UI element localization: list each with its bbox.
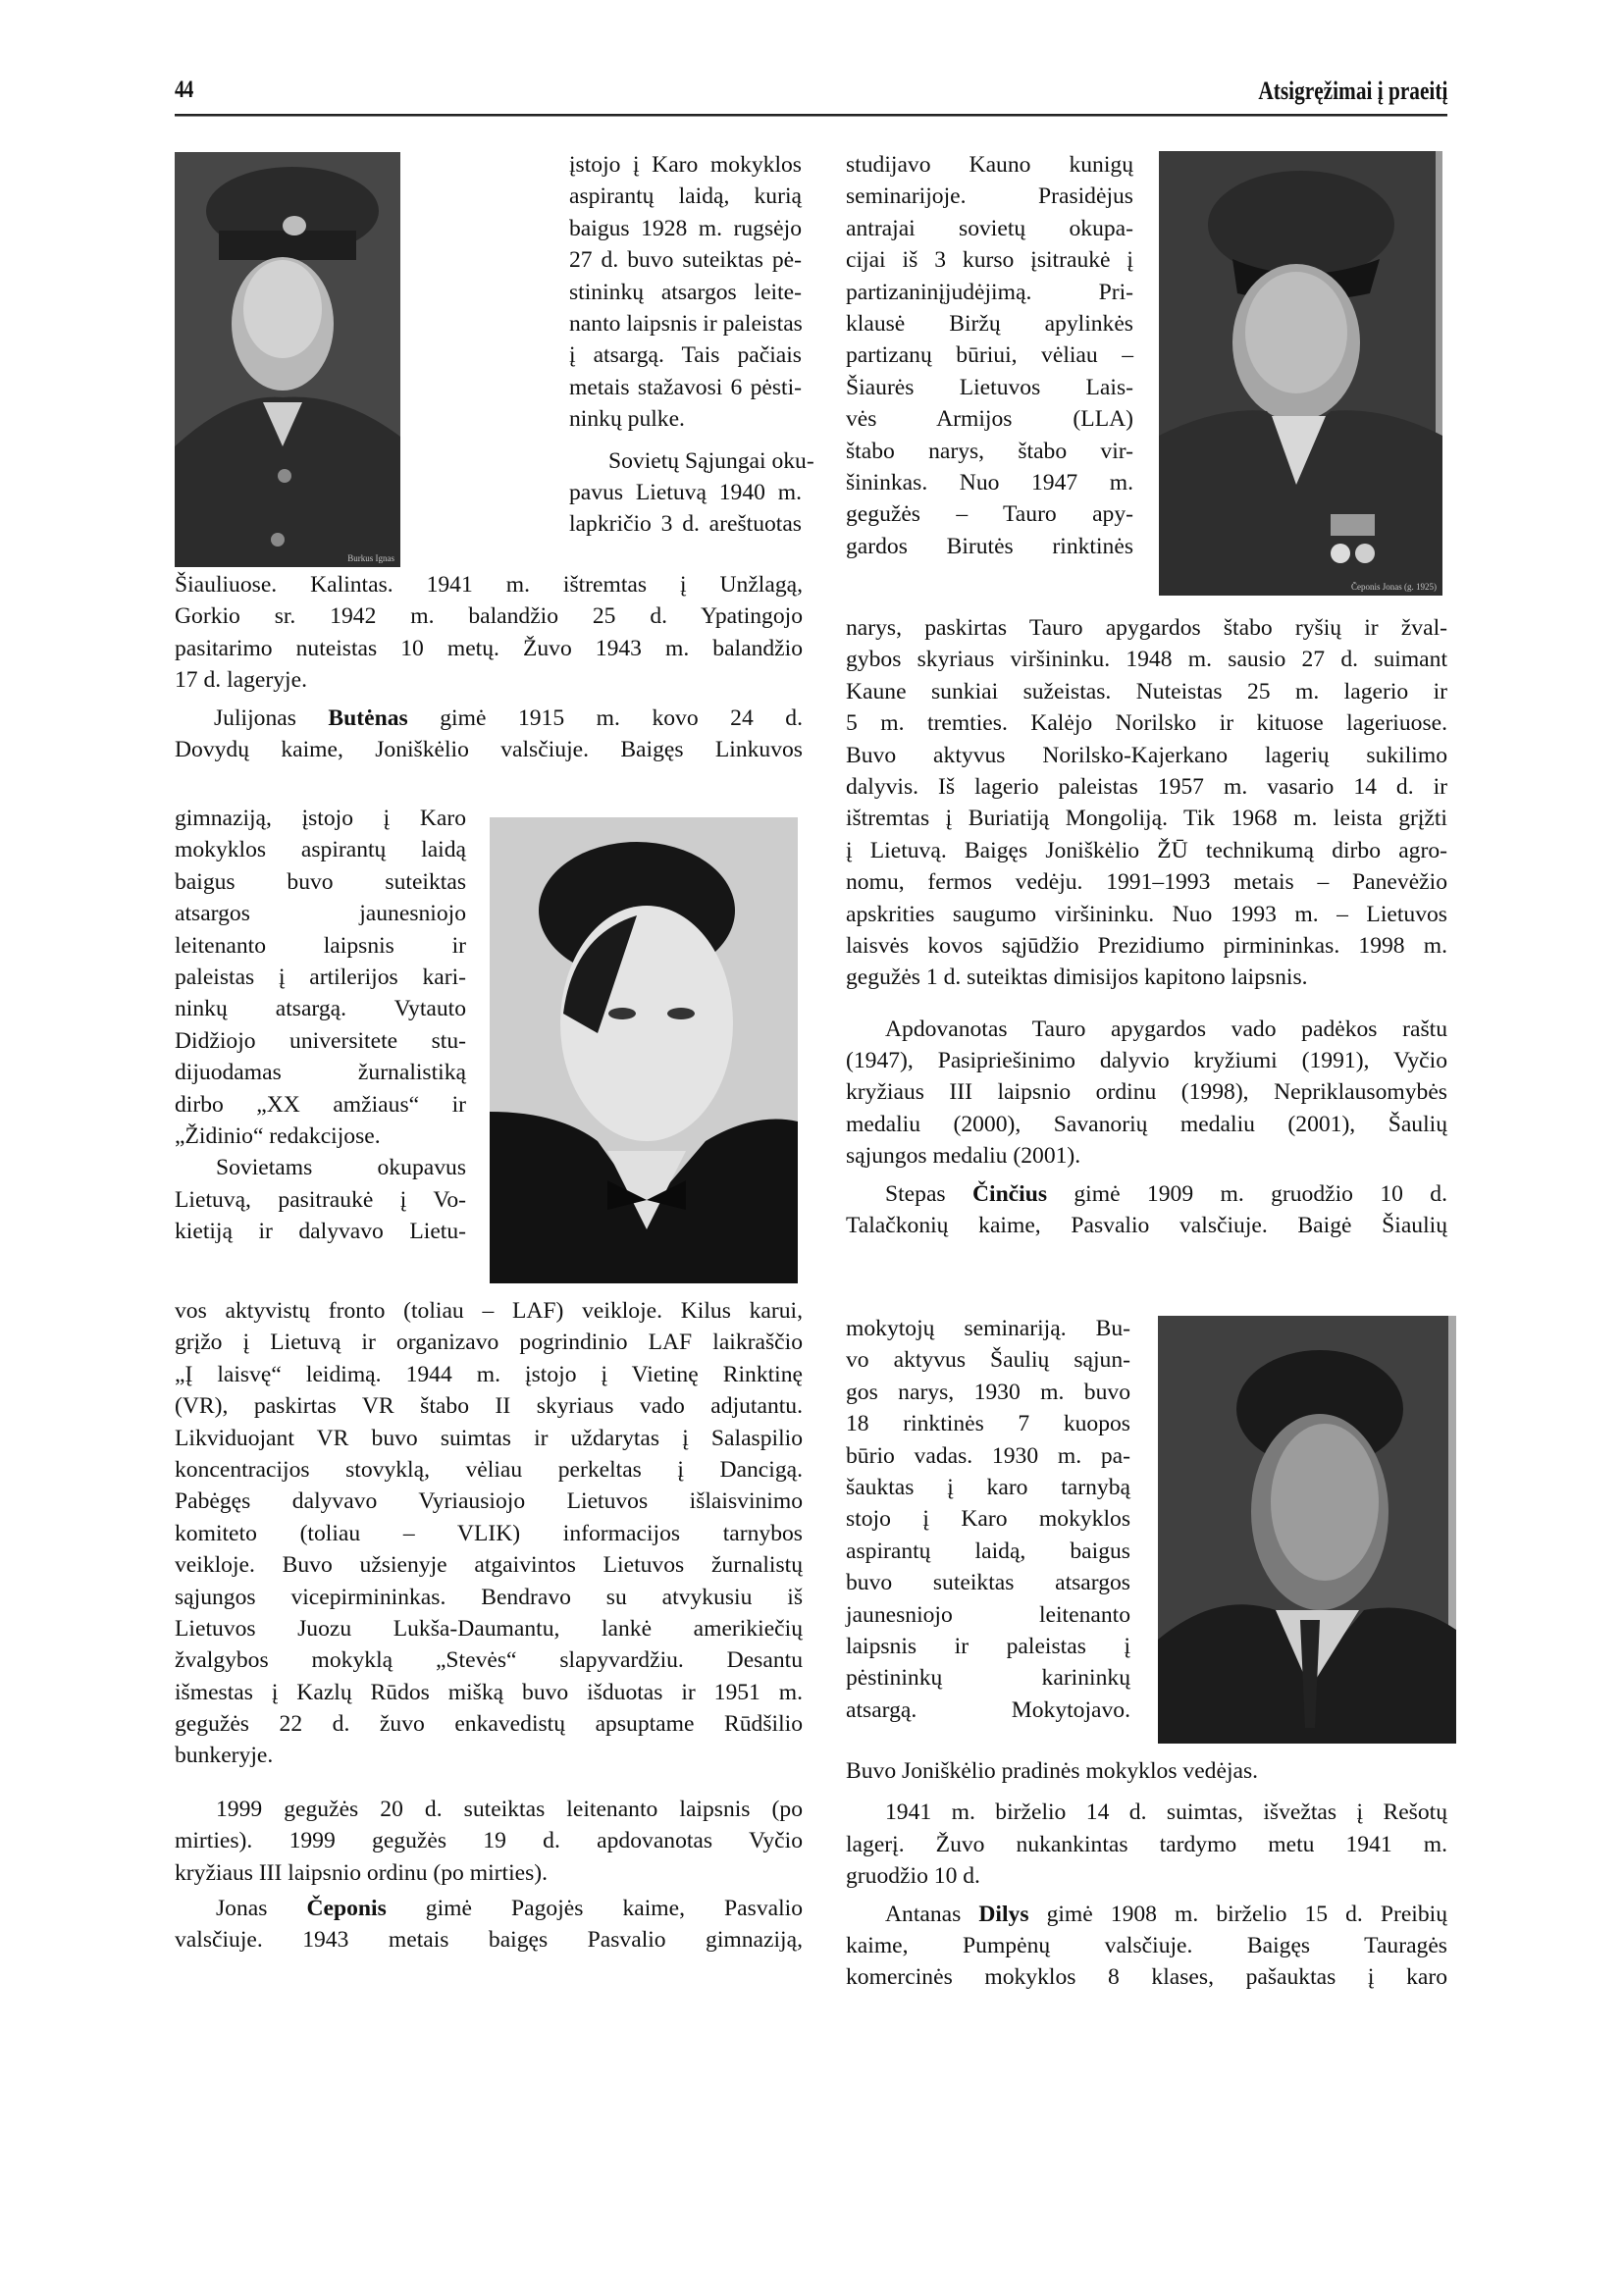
- page-number: 44: [175, 77, 193, 103]
- text-line: stojo į Karo mokyklos: [846, 1506, 1130, 1533]
- right-text-beside-photo3: [846, 149, 1133, 562]
- left-text-full-width-1: [175, 569, 803, 765]
- text-line: „Į laisvę“ leidimą. 1944 m. įstojo į Vietinę Rinktinę: [175, 1361, 803, 1387]
- text-line: metais stažavosi 6 pėsti-: [569, 374, 802, 400]
- text-line: Buvo Joniškėlio pradinės mokyklos vedėjas.: [846, 1758, 1259, 1784]
- text-line: dijuodamas žurnalistiką: [175, 1060, 466, 1086]
- surname: Dilys: [978, 1901, 1029, 1927]
- right-text-full-width-2: [846, 1755, 1447, 1994]
- header-rule: [175, 114, 1447, 117]
- text-line: atsargą. Mokytojavo.: [846, 1696, 1130, 1723]
- photo-caption: Burkus Ignas: [347, 553, 394, 563]
- bio-intro-cincius: [846, 1178, 1447, 1210]
- text-line: Buvo aktyvus Norilsko-Kajerkano lagerių sukilimo: [846, 742, 1447, 768]
- text-line: sąjungos vicepirmininkas. Bendravo su atvykusiu iš: [175, 1584, 803, 1610]
- text-line: Likviduojant VR buvo suimtas ir uždarytas į Salaspilio: [175, 1425, 803, 1451]
- text-line: gegužės – Tauro apy-: [846, 501, 1133, 528]
- text-line: pasitarimo nuteistas 10 metų. Žuvo 1943 m. balandžio: [175, 635, 803, 661]
- text-line: išmestas į Kazlų Rūdos mišką buvo išduotas ir 1951 m.: [175, 1679, 803, 1705]
- text-line: Lietuvą, pasitraukė į Vo-: [175, 1186, 466, 1213]
- text-line: į atsargą. Tais pačiais: [569, 342, 802, 369]
- text-line: partizaninįjudėjimą. Pri-: [846, 279, 1133, 305]
- text-line: koncentracijos stovyklą, vėliau perkeltas į Dancigą.: [175, 1456, 803, 1483]
- text-line: Pabėgęs dalyvavo Vyriausiojo Lietuvos išlaisvinimo: [175, 1488, 803, 1515]
- photo-ceponis: [1159, 151, 1442, 596]
- text-line: Šiauliuose. Kalintas. 1941 m. ištremtas į Unžlagą,: [175, 572, 803, 598]
- text-line: Sovietams okupavus: [216, 1155, 466, 1181]
- text-line: stininkų atsargos leite-: [569, 279, 802, 305]
- text-line: narys, paskirtas Tauro apygardos štabo ryšių ir žval-: [846, 615, 1447, 641]
- text-line: kryžiaus III laipsnio ordinu (1998), Nepriklausomybės: [846, 1079, 1447, 1106]
- text-line: Lietuvos Juozu Lukša-Daumantu, lankė amerikiečių: [175, 1615, 803, 1642]
- text-line: pėstininkų karininkų: [846, 1665, 1130, 1692]
- photo-burkus: [175, 152, 400, 567]
- first-name: Antanas: [885, 1901, 979, 1927]
- text-line: 1999 gegužės 20 d. suteiktas leitenanto laipsnis (po: [216, 1796, 803, 1822]
- text-line: komercinės mokyklos 8 klases, pašauktas į karo: [846, 1964, 1447, 1991]
- text-line: 5 m. tremties. Kalėjo Norilsko ir kituose lageriuose.: [846, 710, 1447, 737]
- text-line: nomu, fermos vedėju. 1991–1993 metais – Panevėžio: [846, 869, 1447, 896]
- text-line: vos aktyvistų fronto (toliau – LAF) veikloje. Kilus karui,: [175, 1298, 803, 1324]
- text-line: dalyvis. Iš lagerio paleistas 1957 m. vasario 14 d. ir: [846, 773, 1447, 800]
- bio-intro-dilys: [846, 1899, 1447, 1930]
- text-line: dirbo „XX amžiaus“ ir: [175, 1091, 466, 1118]
- text-line: (VR), paskirtas VR štabo II skyriaus vado adjutantu.: [175, 1393, 803, 1420]
- text-line: žvalgybos mokyklą „Stevės“ slapyvardžiu. Desantu: [175, 1647, 803, 1674]
- text-line: atsargos jaunesniojo: [175, 901, 466, 927]
- text-line: Talačkonių kaime, Pasvalio valsčiuje. Baigė Šiaulių: [846, 1213, 1447, 1239]
- text-line: Kaune sunkiai sužeistas. Nuteistas 25 m. lagerio ir: [846, 678, 1447, 704]
- text-line: jaunesniojo leitenanto: [846, 1601, 1130, 1628]
- text-line: ninkų atsargą. Vytauto: [175, 996, 466, 1022]
- text-line: Didžiojo universitete stu-: [175, 1027, 466, 1054]
- text-line: veikloje. Buvo užsienyje atgaivintos Lietuvos žurnalistų: [175, 1552, 803, 1579]
- text-line: grįžo į Lietuvą ir organizavo pogrindinio LAF laikraščio: [175, 1330, 803, 1356]
- text-line: lapkričio 3 d. areštuotas: [569, 511, 802, 538]
- running-title: Atsigręžimai į praeitį: [1257, 77, 1447, 105]
- text-line: mirties). 1999 gegužės 19 d. apdovanotas Vyčio: [175, 1828, 803, 1854]
- text-line: kryžiaus III laipsnio ordinu (po mirties).: [175, 1859, 549, 1886]
- portrait-image: [175, 152, 400, 567]
- text-line: klausė Biržų apylinkės: [846, 310, 1133, 337]
- text-line: antrajai sovietų okupa-: [846, 215, 1133, 241]
- text-line: ištremtas į Buriatiją Mongoliją. Tik 1968 m. leista grįžti: [846, 806, 1447, 832]
- first-name: Julijonas: [214, 704, 329, 731]
- text-line: studijavo Kauno kunigų: [846, 152, 1133, 178]
- text-line: gegužės 1 d. suteiktas dimisijos kapitono laipsnis.: [846, 965, 1308, 991]
- text-line: „Židinio“ redakcijose.: [175, 1122, 381, 1149]
- text-line: sąjungos medaliu (2001).: [846, 1143, 1081, 1170]
- text-line: kietiją ir dalyvavo Lietu-: [175, 1219, 466, 1245]
- text-line: 18 rinktinės 7 kuopos: [846, 1411, 1130, 1437]
- text-line: laisvės kovos sąjūdžio Prezidiumo pirmininkas. 1998 m.: [846, 932, 1447, 959]
- text-line: šininkas. Nuo 1947 m.: [846, 469, 1133, 496]
- photo-caption: Čeponis Jonas (g. 1925): [1351, 582, 1437, 592]
- text-line: 27 d. buvo suteiktas pė-: [569, 247, 802, 274]
- text-line: aspirantų laidą, baigus: [846, 1538, 1130, 1564]
- text-line: mokyklos aspirantų laidą: [175, 837, 466, 863]
- portrait-image: [1158, 1316, 1456, 1744]
- text-line: vės Armijos (LLA): [846, 406, 1133, 433]
- surname: Činčius: [971, 1180, 1048, 1207]
- text-line: Gorkio sr. 1942 m. balandžio 25 d. Ypatingojo: [175, 603, 803, 630]
- text-line: nanto laipsnis ir paleistas: [569, 310, 803, 337]
- text-line: buvo suteiktas atsargos: [846, 1570, 1130, 1596]
- bio-intro-butenas: [175, 703, 803, 734]
- text-line: komiteto (toliau – VLIK) informacijos tarnybos: [175, 1520, 803, 1546]
- text-line: štabo narys, štabo vir-: [846, 438, 1133, 464]
- text-line: seminarijoje. Prasidėjus: [846, 183, 1133, 210]
- surname: Butėnas: [328, 704, 408, 731]
- text-line: leitenanto laipsnis ir: [175, 932, 466, 959]
- text-line: vo aktyvus Šaulių sąjun-: [846, 1347, 1130, 1374]
- text-line: ninkų pulke.: [569, 406, 685, 433]
- left-text-beside-photo2: [175, 803, 466, 1247]
- text-line: Dovydų kaime, Joniškėlio valsčiuje. Baigęs Linkuvos: [175, 736, 803, 762]
- portrait-image: [490, 817, 798, 1283]
- text-line: gybos skyriaus viršininku. 1948 m. sausio 27 d. suimant: [846, 647, 1447, 673]
- text-line: pavus Lietuvą 1940 m.: [569, 479, 802, 505]
- text-line: gardos Birutės rinktinės: [846, 533, 1133, 559]
- text-line: 17 d. lageryje.: [175, 667, 307, 694]
- right-text-full-width-1: [846, 612, 1447, 1241]
- intro-rest: gimė 1908 m. birželio 15 d. Preibių: [1028, 1901, 1447, 1927]
- bio-intro-ceponis: [175, 1893, 803, 1924]
- text-line: partizanų būriui, vėliau –: [846, 342, 1133, 369]
- text-line: bunkeryje.: [175, 1743, 274, 1769]
- text-line: šauktas į karo tarnybą: [846, 1474, 1130, 1500]
- text-line: apskrities saugumo viršininku. Nuo 1993 m. – Lietuvos: [846, 901, 1447, 927]
- portrait-image: [1159, 151, 1442, 596]
- photo-butenas: [490, 817, 798, 1283]
- text-line: Sovietų Sąjungai oku-: [608, 447, 814, 474]
- text-line: gimnaziją, įstojo į Karo: [175, 806, 466, 831]
- intro-rest: gimė Pagojės kaime, Pasvalio: [386, 1896, 803, 1922]
- surname: Čeponis: [306, 1896, 387, 1922]
- text-line: baigus buvo suteiktas: [175, 868, 466, 895]
- text-line: aspirantų laidą, kurią: [569, 183, 802, 210]
- text-line: kaime, Pumpėnų valsčiuje. Baigęs Tauragės: [846, 1932, 1447, 1958]
- page-header: [175, 73, 1447, 116]
- text-line: būrio vadas. 1930 m. pa-: [846, 1442, 1130, 1469]
- first-name: Jonas: [216, 1896, 307, 1922]
- text-line: Apdovanotas Tauro apygardos vado padėkos raštu: [885, 1016, 1447, 1042]
- text-line: mokytojų seminariją. Bu-: [846, 1316, 1130, 1341]
- text-line: lagerį. Žuvo nukankintas tardymo metu 1941 m.: [846, 1831, 1447, 1857]
- right-text-beside-photo4: [846, 1313, 1130, 1726]
- intro-rest: gimė 1909 m. gruodžio 10 d.: [1047, 1180, 1447, 1207]
- text-line: medaliu (2000), Savanorių medaliu (2001), Šaulių: [846, 1111, 1447, 1137]
- text-line: gegužės 22 d. žuvo enkavedistų apsuptame Rūdšilio: [175, 1711, 803, 1738]
- intro-rest: gimė 1915 m. kovo 24 d.: [407, 704, 803, 731]
- text-line: (1947), Pasipriešinimo dalyvio kryžiumi (1991), Vyčio: [846, 1048, 1447, 1074]
- text-line: Šiaurės Lietuvos Lais-: [846, 374, 1133, 400]
- text-line: valsčiuje. 1943 metais baigęs Pasvalio gimnaziją,: [175, 1927, 803, 1954]
- text-line: paleistas į artilerijos kari-: [175, 964, 466, 990]
- text-line: į Lietuvą. Baigęs Joniškėlio ŽŪ technikumą dirbo agro-: [846, 837, 1447, 863]
- text-line: 1941 m. birželio 14 d. suimtas, išvežtas į Rešotų: [885, 1799, 1447, 1826]
- left-text-beside-photo1: [569, 149, 814, 541]
- text-line: baigus 1928 m. rugsėjo: [569, 215, 802, 241]
- photo-cincius: [1158, 1316, 1456, 1744]
- first-name: Stepas: [885, 1180, 972, 1207]
- left-text-full-width-2: [175, 1295, 803, 1956]
- text-line: gruodžio 10 d.: [846, 1863, 980, 1890]
- text-line: cijai iš 3 kurso įsitraukė į: [846, 247, 1133, 274]
- text-line: gos narys, 1930 m. buvo: [846, 1379, 1130, 1405]
- text-line: įstojo į Karo mokyklos: [569, 152, 802, 178]
- text-line: laipsnis ir paleistas į: [846, 1633, 1130, 1659]
